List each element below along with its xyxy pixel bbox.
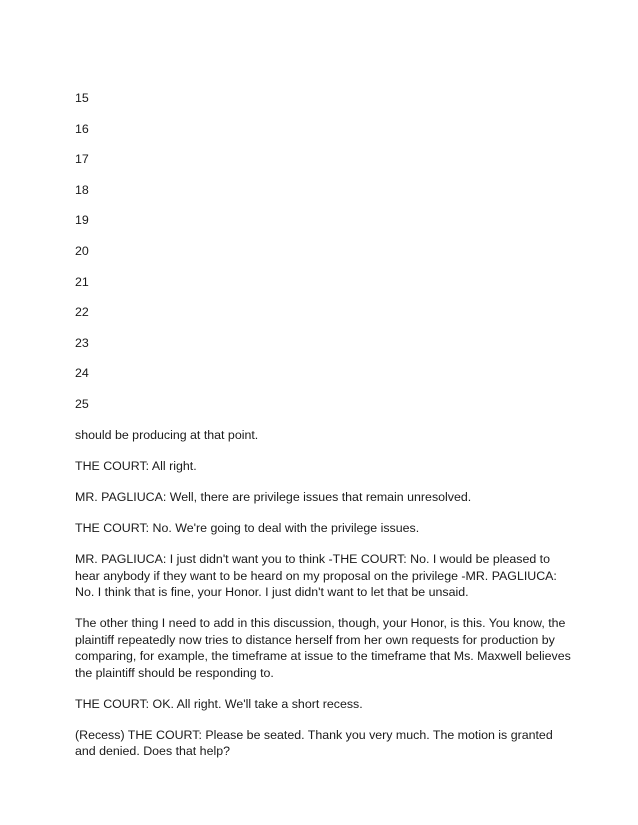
transcript-paragraph: THE COURT: No. We're going to deal with the privilege issues. xyxy=(75,521,420,535)
transcript-paragraph: THE COURT: OK. All right. We'll take a short recess. xyxy=(75,696,363,711)
line-number: 19 xyxy=(75,213,89,228)
line-number: 22 xyxy=(75,305,89,320)
line-number: 17 xyxy=(75,152,89,167)
line-number: 21 xyxy=(75,274,89,289)
line-number: 24 xyxy=(75,366,89,381)
transcript-body xyxy=(75,427,573,774)
transcript-paragraph: MR. PAGLIUCA: I just didn't want you to think -THE COURT: No. I would be pleased to hear anybody if they want to be heard on my proposal on the privilege -MR. PAGLIUCA: No. I think that is fine, your Honor. I just didn't want to let that be unsaid. xyxy=(75,552,557,599)
line-number: 16 xyxy=(75,121,89,136)
transcript-paragraph: (Recess) THE COURT: Please be seated. Thank you very much. The motion is granted and denied. Does that help? xyxy=(75,727,553,758)
line-number: 23 xyxy=(75,335,89,350)
line-number: 18 xyxy=(75,182,89,197)
transcript-paragraph: should be producing at that point. xyxy=(75,428,259,442)
transcript-paragraph: THE COURT: All right. xyxy=(75,459,197,473)
line-number: 15 xyxy=(75,91,89,105)
line-number: 20 xyxy=(75,243,89,258)
line-number: 25 xyxy=(75,396,89,411)
line-number-column xyxy=(75,91,135,428)
transcript-paragraph: MR. PAGLIUCA: Well, there are privilege issues that remain unresolved. xyxy=(75,490,472,504)
transcript-paragraph: The other thing I need to add in this discussion, though, your Honor, is this. You know, the plaintiff repeatedly now tries to distance herself from her own requests for production by comparing, for example, the timeframe at issue to the timeframe that Ms. Maxwell believes the plaintiff should be responding to. xyxy=(75,616,571,680)
